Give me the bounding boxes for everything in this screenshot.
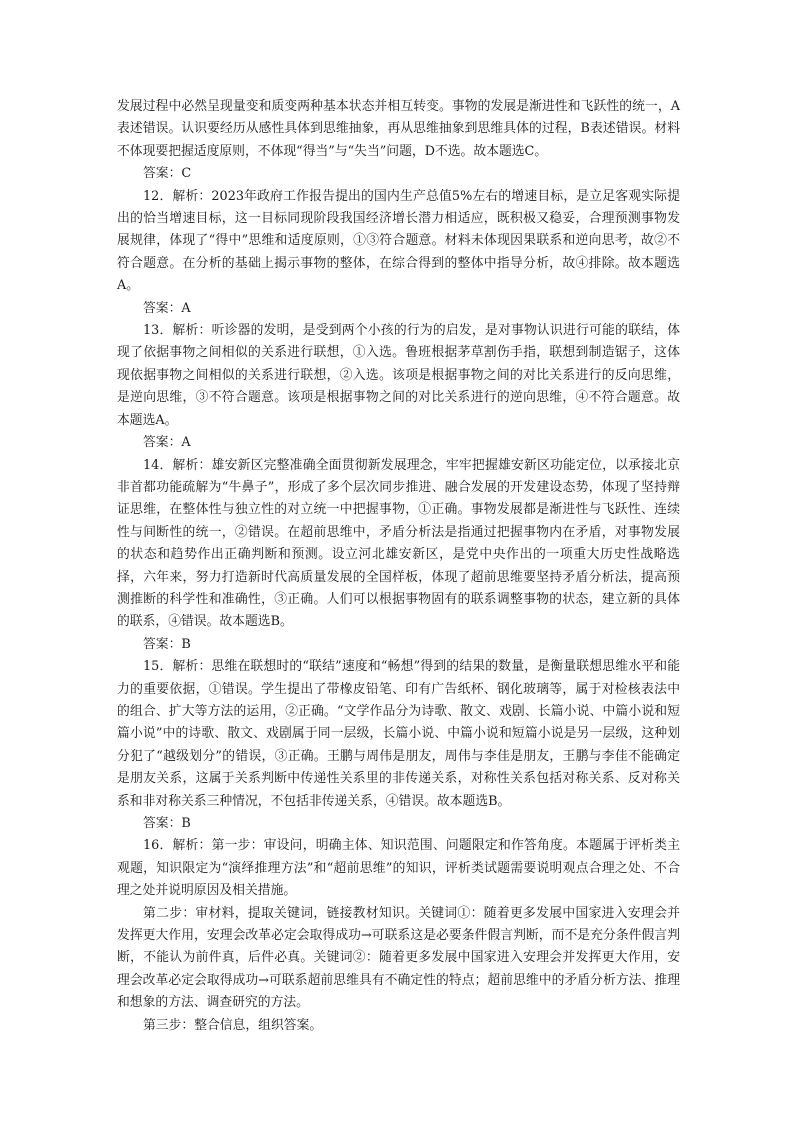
paragraph-14: 14．解析：雄安新区完整准确全面贯彻新发展理念，牢牢把握雄安新区功能定位，以承接北京非首都功能疏解为“牛鼻子”，形成了多个层次同步推进、融合发展的开发建设态势，体现了坚持辩证思维，在整体性与独立性的对立统一中把握事物，①正确。事物发展都是渐进性与飞跃性、连续性与间断性的统一，②错误。在超前思维中，矛盾分析法是指通过把握事物内在矛盾，对事物发展的状态和趋势作出正确判断和预测。设立河北雄安新区，是党中央作出的一项重大历史性战略选择，六年来，努力打造新时代高质量发展的全国样板，体现了超前思维要坚持矛盾分析法，提高预测推断的科学性和准确性，③正确。人们可以根据事物固有的联系调整事物的状态，建立新的具体的联系，④错误。故本题选B。	[117, 457, 680, 630]
answer-12: 答案：A	[143, 300, 191, 316]
answer-15: 答案：B	[143, 816, 191, 831]
paragraph-16-step-3: 第三步：整合信息，组织答案。	[143, 1017, 323, 1033]
paragraph-11-continued: 发展过程中必然呈现量变和质变两种基本状态并相互转变。事物的发展是渐进性和飞跃性的统一，A表述错误。认识要经历从感性具体到思维抽象，再从思维抽象到思维具体的过程，B表述错误。材料不体现要把握适度原则，不体现“得当”与“失当”问题，D不选。故本题选C。	[117, 99, 680, 159]
answer-13: 答案：A	[143, 435, 191, 451]
paragraph-13: 13．解析：听诊器的发明，是受到两个小孩的行为的启发，是对事物认识进行可能的联结，体现了依据事物之间相似的关系进行联想，①入选。鲁班根据茅草割伤手指，联想到制造锯子，这体现依据事物之间相似的关系进行联想，②入选。该项是根据事物之间的对比关系进行的反向思维，是逆向思维，③不符合题意。该项是根据事物之间的对比关系进行的逆向思维，④不符合题意。故本题选A。	[117, 323, 680, 428]
paragraph-16-step-2: 第二步：审材料，提取关键词，链接教材知识。关键词①：随着更多发展中国家进入安理会并发挥更大作用，安理会改革必定会取得成功→可联系这是必要条件假言判断，而不是充分条件假言判断，不能认为前件真，后件必真。关键词②：随着更多发展中国家进入安理会并发挥更大作用，安理会改革必定会取得成功→可联系超前思维具有不确定性的特点；超前思维中的矛盾分析方法、推理和想象的方法、调查研究的方法。	[117, 905, 680, 1011]
paragraph-16-step-1: 16．解析：第一步：审设问，明确主体、知识范围、问题限定和作答角度。本题属于评析类主观题，知识限定为“演绎推理方法”和“超前思维”的知识，评析类试题需要说明观点合理之处、不合理之处并说明原因及相关措施。	[117, 838, 680, 899]
document-page	[117, 96, 680, 1037]
paragraph-15: 15．解析：思维在联想时的“联结”速度和“畅想”得到的结果的数量，是衡量联想思维水平和能力的重要依据，①错误。学生提出了带橡皮铅笔、印有广告纸杯、钢化玻璃等，属于对检核表法中的组合、扩大等方法的运用，②正确。“文学作品分为诗歌、散文、戏剧、长篇小说、中篇小说和短篇小说”中的诗歌、散文、戏剧属于同一层级，长篇小说、中篇小说和短篇小说是另一层级，这种划分犯了“越级划分”的错误，③正确。王鹏与周伟是朋友，周伟与李佳是朋友，王鹏与李佳不能确定是朋友关系，这属于关系判断中传递性关系里的非传递关系，对称性关系包括对称关系、反对称关系和非对称关系三种情况，不包括非传递关系，④错误。故本题选B。	[117, 659, 680, 809]
answer-11: 答案：C	[143, 166, 192, 182]
answer-14: 答案：B	[143, 636, 191, 652]
paragraph-12: 12．解析：2023年政府工作报告提出的国内生产总值5%左右的增速目标，是立足客观实际提出的恰当增速目标，这一目标同现阶段我国经济增长潜力相适应，既积极又稳妥，合理预测事物发展规律，体现了“得中”思维和适度原则，①③符合题意。材料未体现因果联系和逆向思考，故②不符合题意。在分析的基础上揭示事物的整体，在综合得到的整体中指导分析，故④排除。故本题选A。	[117, 188, 680, 294]
